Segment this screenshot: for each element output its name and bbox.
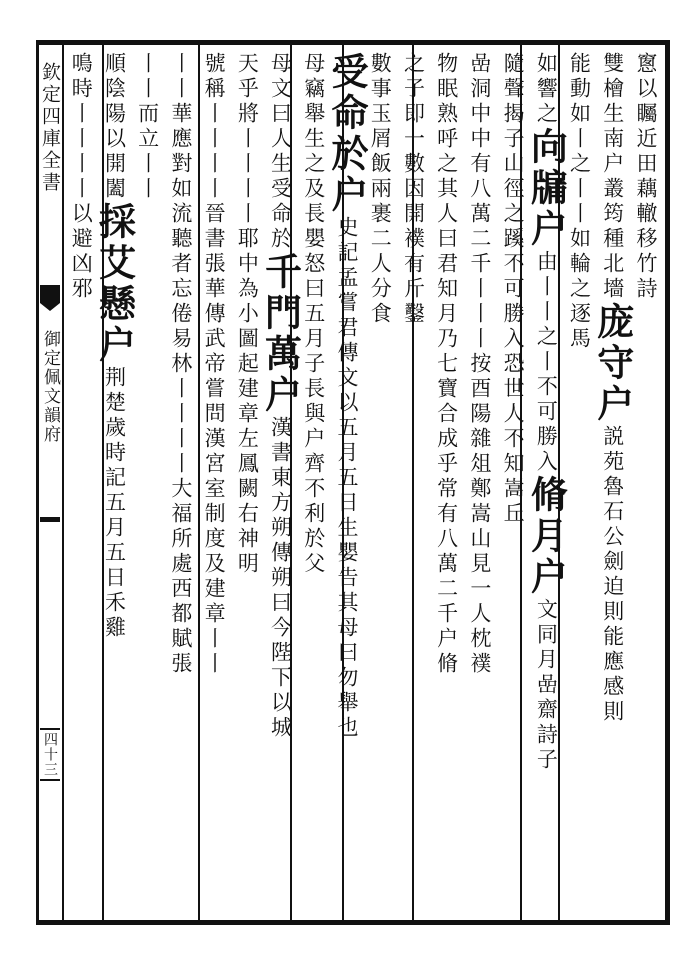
text-column bbox=[631, 52, 664, 912]
margin-divider bbox=[40, 517, 60, 522]
frame-bottom-border bbox=[36, 920, 670, 925]
annotation-text: 窻以矚近田藕轍移竹詩 bbox=[633, 52, 658, 302]
annotation-text: 母文曰人生受命於 bbox=[268, 52, 293, 252]
text-column bbox=[524, 52, 569, 912]
frame-right-border bbox=[665, 40, 670, 925]
text-column bbox=[465, 52, 498, 912]
annotation-text: 鳴時丨丨丨丨以避凶邪 bbox=[69, 52, 94, 302]
text-column bbox=[431, 52, 464, 912]
annotation-text: 由丨丨之丨不可勝入 bbox=[534, 250, 559, 475]
volume-title: 御定佩文韻府 bbox=[40, 330, 60, 444]
text-column bbox=[132, 52, 165, 912]
text-column bbox=[498, 52, 531, 912]
annotation-text: 能動如丨之丨丨如輪之逐馬 bbox=[567, 52, 592, 352]
text-column bbox=[232, 52, 265, 912]
text-column bbox=[564, 52, 597, 912]
annotation-text: 母竊舉生之及長嬰怒曰五月子長與户齊不利於父 bbox=[301, 52, 326, 577]
headword: 庞守户 bbox=[590, 302, 635, 425]
annotation-text: 漢書東方朔傳朔曰今陛下以城 bbox=[268, 416, 293, 741]
annotation-text: 文同月嵒齋詩子 bbox=[534, 598, 559, 773]
text-column bbox=[92, 52, 137, 912]
text-column bbox=[365, 52, 398, 912]
text-column bbox=[299, 52, 332, 912]
text-column bbox=[199, 52, 232, 912]
text-column bbox=[166, 52, 199, 912]
text-column bbox=[324, 52, 369, 912]
annotation-text: 天乎將丨丨丨丨耶 bbox=[235, 52, 260, 252]
annotation-text: 丨丨而立丨丨 bbox=[135, 52, 160, 202]
text-column bbox=[258, 52, 303, 912]
annotation-text: 號稱丨丨丨丨晉書張華傳武帝嘗問漢宮室制度及建章丨丨 bbox=[202, 52, 227, 677]
annotation-text: 中為小圖起建章左鳳闕右神明 bbox=[235, 252, 260, 577]
headword: 受命於户 bbox=[324, 52, 369, 216]
annotation-text: 恐世人不知嵩丘 bbox=[501, 352, 526, 527]
annotation-text: 如響之 bbox=[534, 52, 559, 127]
annotation-text: 揭子山徑之蹊不可勝入 bbox=[501, 102, 526, 352]
frame-top-border bbox=[36, 40, 670, 45]
fish-tail-mark bbox=[40, 285, 60, 303]
annotation-text: 數事玉屑飯兩裹二人分食 bbox=[368, 52, 393, 327]
annotation-text: 史記孟嘗君傳文以五月五日生嬰告其母曰勿舉也 bbox=[334, 216, 359, 741]
text-column bbox=[398, 52, 431, 912]
book-title: 欽定四庫全書 bbox=[39, 62, 61, 194]
annotation-text: 順陰陽以開闔 bbox=[102, 52, 127, 202]
annotation-text: 之子即一數因開襆有斤鑿 bbox=[401, 52, 426, 327]
annotation-text: 嵒洞中中有八萬二千丨丨丨按酉陽雜俎鄭嵩山見一人枕襆 bbox=[467, 52, 492, 677]
annotation-text: 説苑魯石公劍迫則能應感則 bbox=[600, 425, 625, 725]
headword: 脩月户 bbox=[524, 475, 569, 598]
annotation-text: 隨聲 bbox=[501, 52, 526, 102]
text-column bbox=[590, 52, 635, 912]
annotation-text: 荆楚歲時記五月五日禾雞 bbox=[102, 366, 127, 641]
headword: 向牖户 bbox=[524, 127, 569, 250]
text-column bbox=[66, 52, 99, 912]
annotation-text: 雙檜生南户叢筠種北墻 bbox=[600, 52, 625, 302]
annotation-text: 物眠熟呼之其人曰君知月乃七寶合成乎常有八萬二千户脩 bbox=[434, 52, 459, 677]
headword: 千門萬户 bbox=[258, 252, 303, 416]
annotation-text: 丨丨華應對如流聽者忘倦易林丨丨丨丨大福所處西都賦張 bbox=[168, 52, 193, 677]
headword: 採艾懸户 bbox=[92, 202, 137, 366]
page-number: 四十三 bbox=[40, 728, 60, 781]
